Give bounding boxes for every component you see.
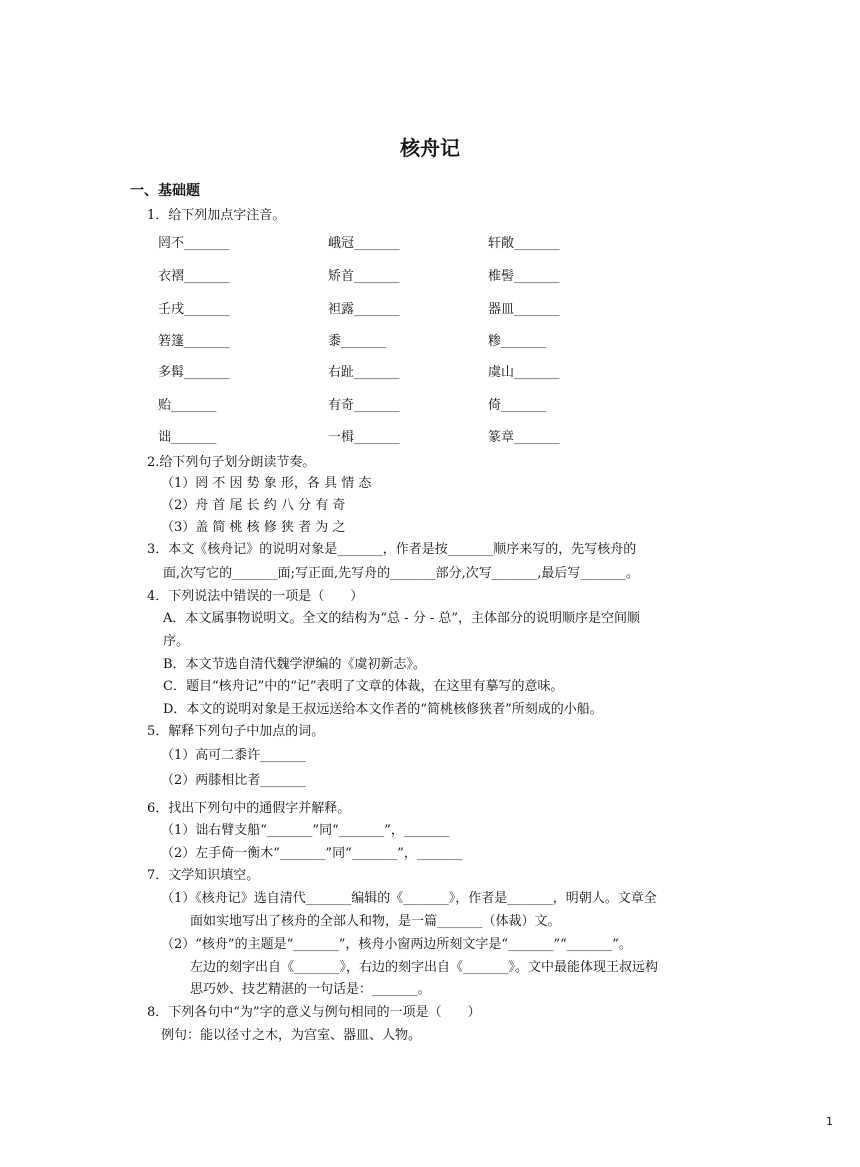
q1-prompt: 1．给下列加点字注音。 [147,208,286,223]
q4-option-d: D．本文的说明对象是王叔远送给本文作者的“简桃核修狭者”所刻成的小船。 [163,702,603,717]
pinyin-item: 倚_______ [488,398,547,413]
pinyin-item: 轩敞_______ [488,236,560,251]
q3-line-2: 面,次写它的_______面;写正面,先写舟的_______部分,次写_______,最后写_______。 [163,566,639,581]
pinyin-item: 箬篷_______ [158,334,230,349]
q2-item-3: （3）盖 简 桃 核 修 狭 者 为 之 [161,520,346,535]
pinyin-item: 篆章_______ [488,430,560,445]
pinyin-item: 右趾_______ [328,365,400,380]
q5-item-2: （2）两膝相比者_______ [161,773,306,788]
pinyin-item: 多髯_______ [158,365,230,380]
q6-item-2: （2）左手倚一衡木“_______”同“_______”，_______ [161,846,463,861]
pinyin-item: 黍_______ [328,334,387,349]
q7-item-2-line-2: 左边的刻字出自《_______》，右边的刻字出自《_______》。文中最能体现王叔远构 [190,960,659,975]
q5-prompt: 5．解释下列句子中加点的词。 [147,724,325,739]
pinyin-item: 贻_______ [158,398,217,413]
q5-item-1: （1）高可二黍许_______ [161,748,306,763]
pinyin-item: 峨冠_______ [328,236,400,251]
pinyin-item: 糁_______ [488,334,547,349]
pinyin-item: 袒露_______ [328,302,400,317]
page-title: 核舟记 [400,136,460,160]
section-heading: 一、基础题 [130,183,200,199]
pinyin-item: 衣褶_______ [158,269,230,284]
q7-item-2-line-3: 思巧妙、技艺精湛的一句话是：_______。 [190,982,431,997]
pinyin-item: 一楫_______ [328,430,400,445]
q4-option-c: C．题目“核舟记”中的“记”表明了文章的体裁，在这里有摹写的意味。 [163,679,564,694]
q7-item-2-line-1: （2）“核舟”的主题是“_______”，核舟小窗两边所刻文字是“_______”“_______”。 [161,937,632,952]
q4-option-a-cont: 序。 [163,634,190,649]
pinyin-item: 壬戌_______ [158,302,230,317]
pinyin-item: 器皿_______ [488,302,560,317]
q7-item-1-line-2: 面如实地写出了核舟的全部人和物，是一篇_______（体裁）文。 [190,914,561,929]
q8-example: 例句：能以径寸之木，为宫室、器皿、人物。 [161,1028,422,1043]
pinyin-item: 矫首_______ [328,269,400,284]
q4-option-b: B．本文节选自清代魏学洢编的《虞初新志》。 [163,657,427,672]
page-number: 1 [826,1115,833,1128]
q4-option-a: A．本文属事物说明文。全文的结构为“总 - 分 - 总”，主体部分的说明顺序是空间顺 [163,611,640,626]
q3-line-1: 3．本文《核舟记》的说明对象是_______，作者是按_______顺序来写的，先写核舟的 [147,542,637,557]
q2-item-1: （1）罔 不 因 势 象 形，各 具 情 态 [161,476,372,491]
q6-prompt: 6．找出下列句中的通假字并解释。 [147,801,351,816]
q6-item-1: （1）诎右臂支船“_______”同“_______”，_______ [161,823,450,838]
q7-item-1-line-1: （1）《核舟记》选自清代_______编辑的《_______》，作者是_______，明朝人。文章全 [161,891,657,906]
q4-prompt: 4．下列说法中错误的一项是（ ） [147,589,364,604]
pinyin-item: 诎_______ [158,430,217,445]
pinyin-item: 虞山_______ [488,365,560,380]
pinyin-item: 罔不_______ [158,236,230,251]
q7-prompt: 7．文学知识填空。 [147,868,260,883]
q2-item-2: （2）舟 首 尾 长 约 八 分 有 奇 [161,498,346,513]
q2-prompt: 2.给下列句子划分朗读节奏。 [147,455,316,470]
pinyin-item: 椎髻_______ [488,269,560,284]
q8-prompt: 8．下列各句中“为”字的意义与例句相同的一项是（ ） [147,1005,481,1020]
pinyin-item: 有奇_______ [328,398,400,413]
